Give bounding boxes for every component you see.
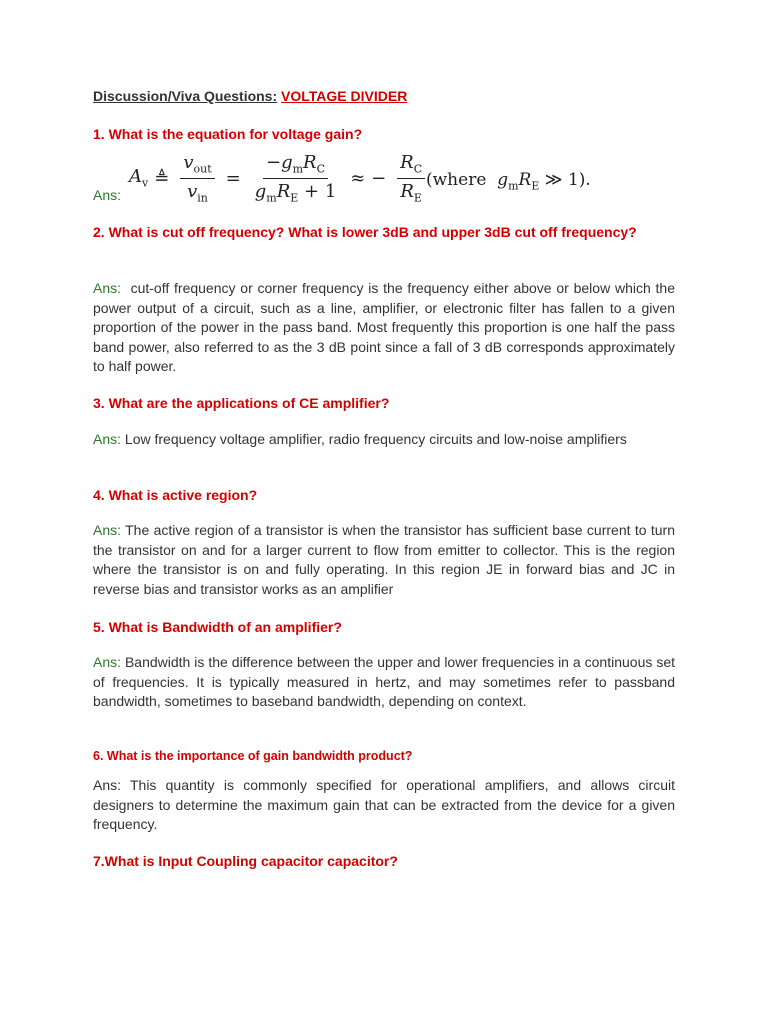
answer-6 — [93, 776, 675, 835]
answer-text-4: The active region of a transistor is when the transistor has sufficient base current to turn the transistor on and for a larger current to flow from emitter to collector. This is the region where the transistor is on and fully operating. In this region JE in forward bias and JC in reverse bias and transistor works as an amplifier — [93, 522, 676, 597]
answer-label-5: Ans: — [93, 654, 122, 670]
question-4: 4. What is active region? — [93, 487, 258, 503]
title-topic: VOLTAGE DIVIDER — [281, 88, 408, 104]
answer-text-3: Low frequency voltage amplifier, radio frequency circuits and low-noise amplifiers — [124, 431, 627, 447]
question-5: 5. What is Bandwidth of an amplifier? — [93, 619, 342, 635]
question-2: 2. What is cut off frequency? What is lower 3dB and upper 3dB cut off frequency? — [93, 224, 637, 240]
answer-5 — [93, 653, 675, 712]
answer-text-6: Ans: This quantity is commonly specified for operational amplifiers, and allows circuit designers to determine the maximum gain that can be extracted from the device for a given frequency. — [93, 777, 675, 832]
answer-text-5: Bandwidth is the difference between the upper and lower frequencies in a continuous set of frequencies. It is typically measured in hertz, and may sometimes refer to passband bandwidth, sometimes to baseband bandwidth, depending on context. — [93, 654, 675, 709]
question-7: 7.What is Input Coupling capacitor capacitor? — [93, 853, 398, 869]
question-3: 3. What are the applications of CE amplifier? — [93, 395, 390, 411]
title-label: Discussion/Viva Questions: — [93, 88, 278, 104]
equation-math: $A_v$ ≜ $\frac{v_{out}}{v_{in}}$ = $\frac{-g_mR_C}{g_mR_E + 1}$ ≈ − $\frac{R_C}{R_E}$ — [129, 152, 430, 204]
answer-label-3: Ans: — [93, 431, 122, 447]
answer-text-2: cut-off frequency or corner frequency is the frequency either above or below which the power output of a circuit, such as a line, amplifier, or electronic filter has fallen to a given proportion of the power in the pass band. Most frequently this proportion is one half the pass band power, also referred to as the 3 dB point since a fall of 3 dB corresponds approximately to half power. — [93, 280, 675, 374]
question-6: 6. What is the importance of gain bandwidth product? — [93, 749, 413, 763]
page-title — [93, 88, 675, 104]
answer-label-1: Ans: — [93, 187, 122, 203]
answer-2 — [93, 279, 675, 377]
answer-4 — [93, 521, 675, 599]
question-1: 1. What is the equation for voltage gain? — [93, 126, 363, 142]
equation-condition: (where $g_mR_E$ ≫ 1). — [426, 170, 591, 193]
voltage-gain-equation — [93, 150, 693, 210]
answer-3 — [93, 430, 675, 450]
answer-label-2: Ans: — [93, 280, 122, 296]
answer-label-4: Ans: — [93, 522, 122, 538]
